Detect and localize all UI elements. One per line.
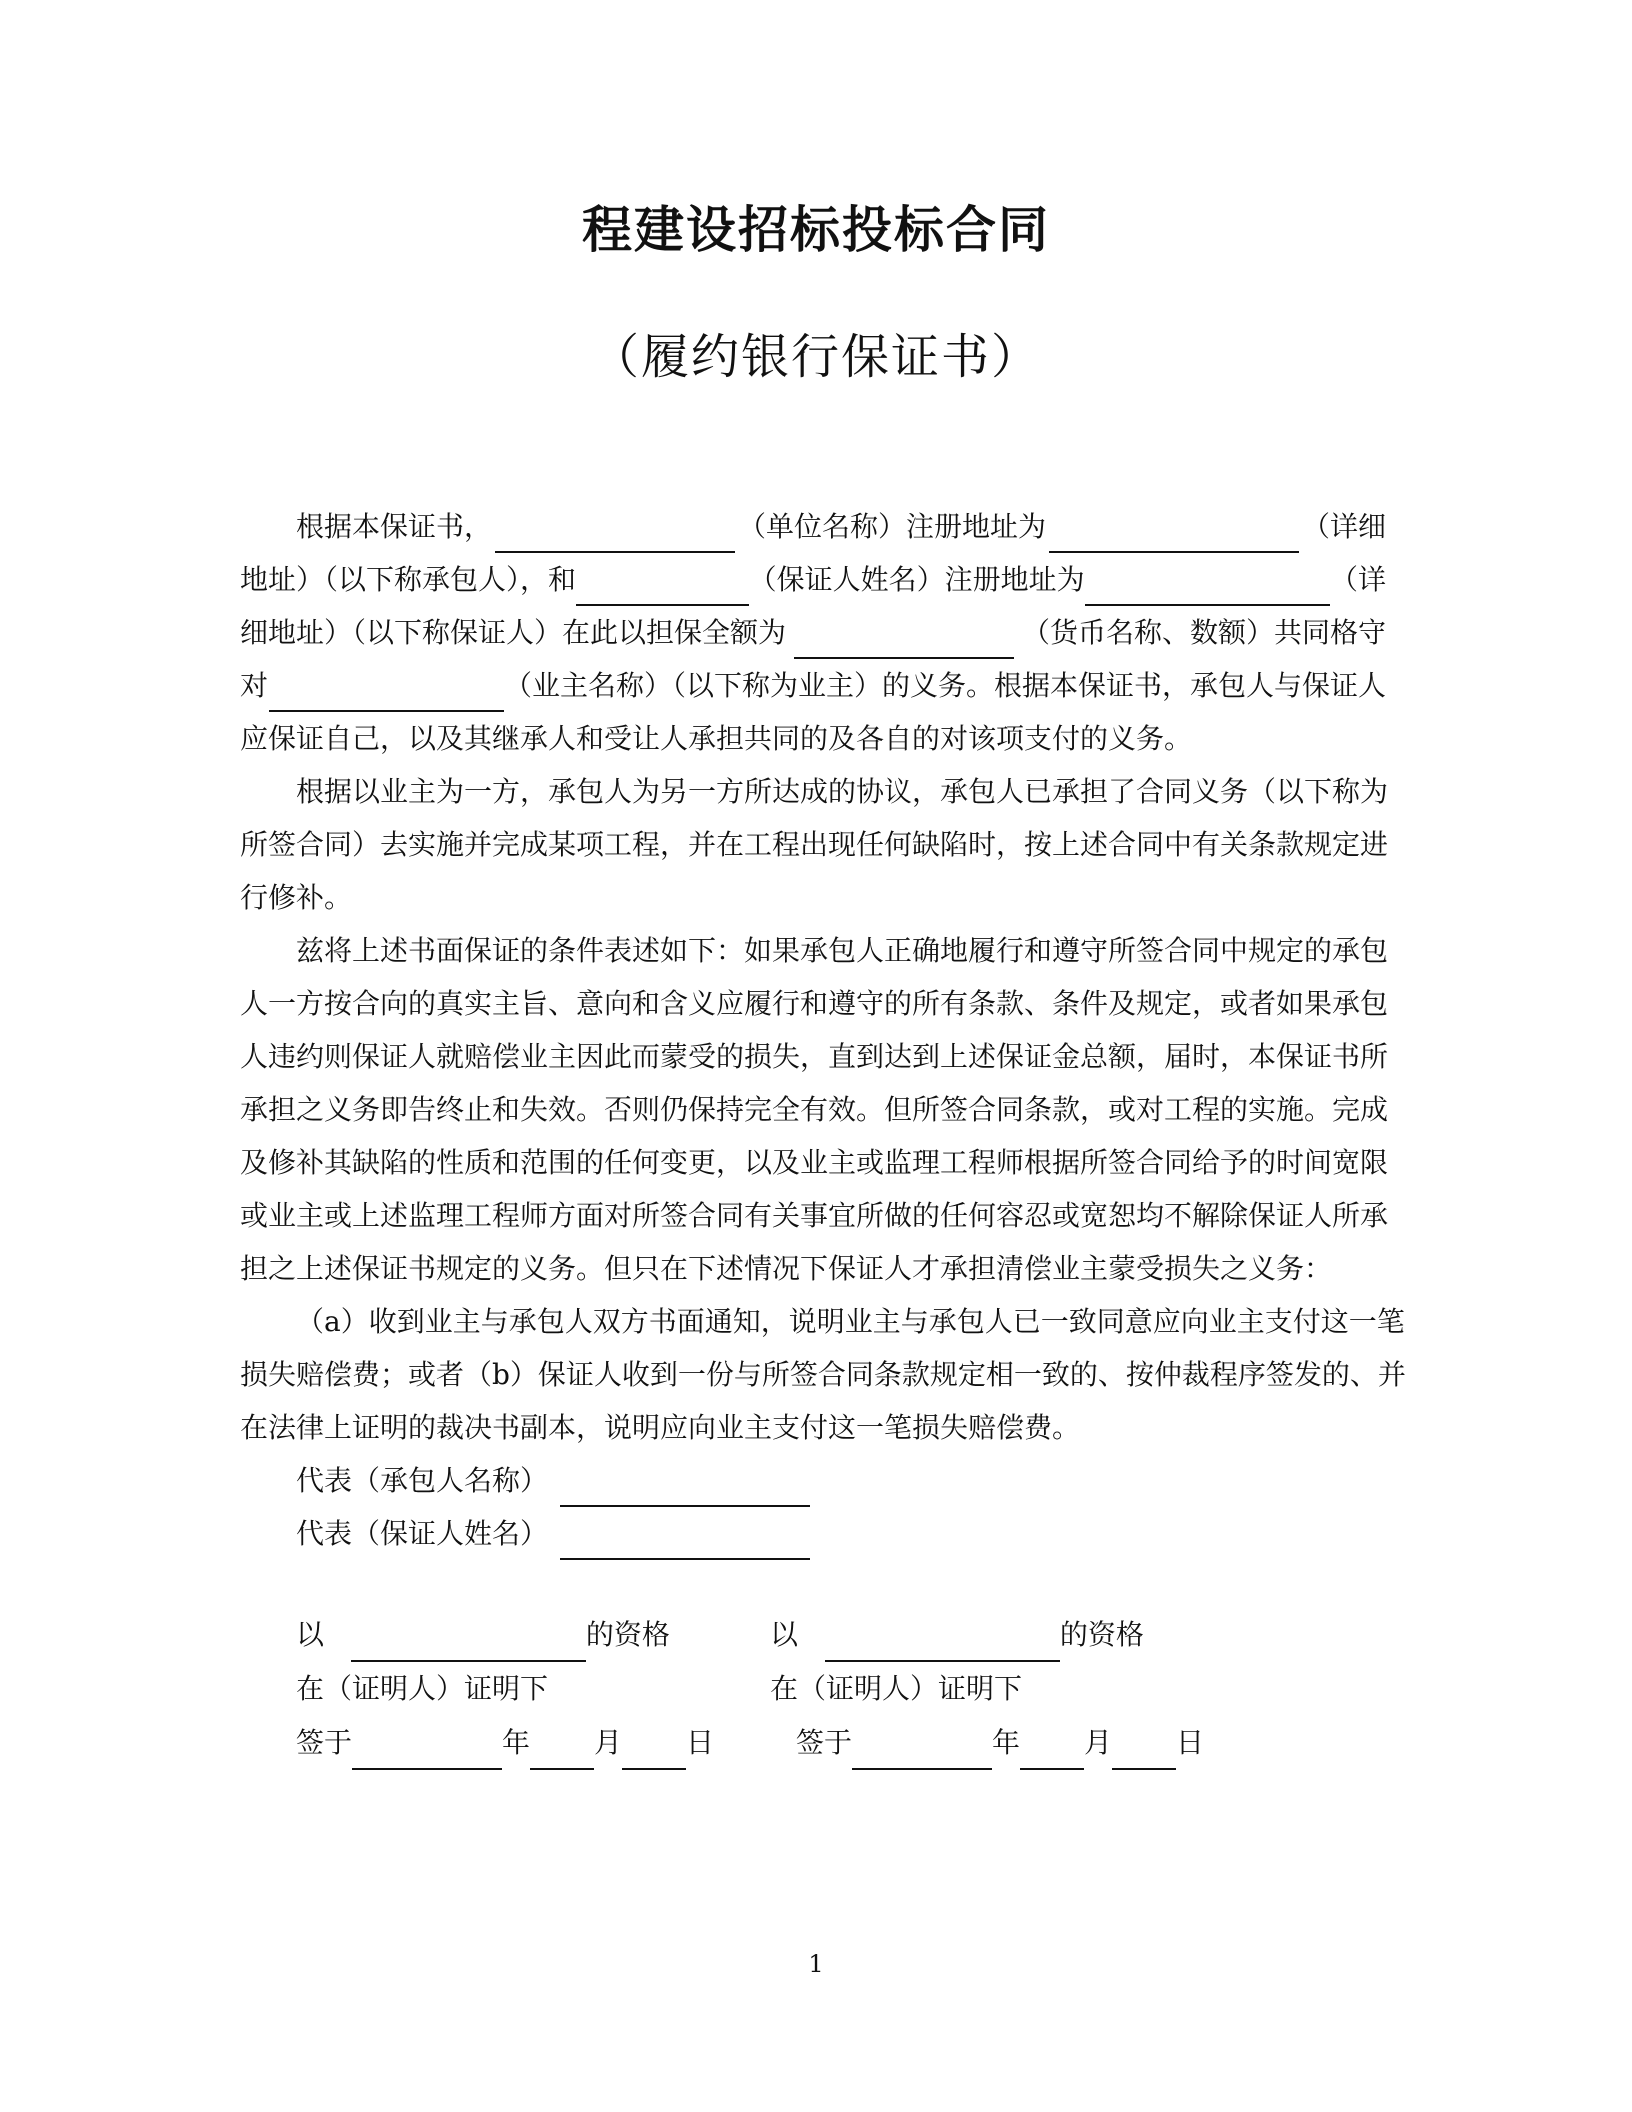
blank-capacity-right[interactable] (825, 1624, 1060, 1662)
p2-line-1: 根据以业主为一方，承包人为另一方所达成的协议，承包人已承担了合同义务（以下称为 (296, 775, 1389, 808)
blank-month-left[interactable] (530, 1732, 594, 1770)
blank-month-right[interactable] (1020, 1732, 1084, 1770)
blank-sign-place-right[interactable] (852, 1732, 992, 1770)
p1-line-2: 地址）（以下称承包人），和 （保证人姓名）注册地址为 （详 (240, 553, 1386, 606)
witness-row: 在（证明人）证明下 在（证明人）证明下 (296, 1672, 1023, 1705)
page-number: 1 (808, 1950, 824, 1978)
document-subtitle: （履约银行保证书） (590, 329, 1041, 385)
p3-line-2: 人一方按合向的真实主旨、意向和含义应履行和遵守的所有条款、条件及规定，或者如果承包 (240, 987, 1389, 1020)
p1-line-1: 根据本保证书， （单位名称）注册地址为 （详细 (240, 500, 1386, 553)
blank-guarantor-address[interactable] (1085, 564, 1330, 606)
blank-day-left[interactable] (622, 1732, 686, 1770)
p1-line-3: 细地址）（以下称保证人）在此以担保全额为 （货币名称、数额）共同格守 (240, 606, 1386, 659)
document-body (240, 500, 1406, 1560)
blank-day-right[interactable] (1112, 1732, 1176, 1770)
p2-line-2: 所签合同）去实施并完成某项工程，并在工程出现任何缺陷时，按上述合同中有关条款规定进 (240, 828, 1389, 861)
p4-line-1: （a）收到业主与承包人双方书面通知，说明业主与承包人已一致同意应向业主支付这一笔 (296, 1305, 1405, 1338)
p3-line-1: 兹将上述书面保证的条件表述如下：如果承包人正确地履行和遵守所签合同中规定的承包 (296, 934, 1389, 967)
blank-guarantor-representative[interactable] (560, 1518, 810, 1560)
p2-line-3: 行修补。 (240, 881, 353, 914)
blank-registered-address[interactable] (1049, 511, 1299, 553)
p4-line-2: 损失赔偿费；或者（b）保证人收到一份与所签合同条款规定相一致的、按仲裁程序签发的、并 (240, 1358, 1406, 1391)
blank-contractor-representative[interactable] (560, 1465, 810, 1507)
capacity-row: 以 的资格 以 的资格 (296, 1608, 1296, 1662)
p3-line-7: 担之上述保证书规定的义务。但只在下述情况下保证人才承担清偿业主蒙受损失之义务： (240, 1252, 1333, 1285)
p3-line-4: 承担之义务即告终止和失效。否则仍保持完全有效。但所签合同条款，或对工程的实施。完成 (240, 1093, 1389, 1126)
document-title: 程建设招标投标合同 (582, 201, 1050, 259)
blank-guarantee-amount[interactable] (794, 617, 1014, 659)
p3-line-5: 及修补其缺陷的性质和范围的任何变更，以及业主或监理工程师根据所签合同给予的时间宽限 (240, 1146, 1389, 1179)
p1-line-4: 对 （业主名称）（以下称为业主）的义务。根据本保证书，承包人与保证人 (240, 659, 1386, 712)
blank-unit-name[interactable] (495, 511, 735, 553)
blank-capacity-left[interactable] (351, 1624, 586, 1662)
rep-guarantor-line: 代表（保证人姓名） (240, 1507, 1386, 1560)
signature-section (296, 1608, 1296, 1770)
p4-line-3: 在法律上证明的裁决书副本，说明应向业主支付这一笔损失赔偿费。 (240, 1411, 1081, 1444)
blank-sign-place-left[interactable] (352, 1732, 502, 1770)
p3-line-6: 或业主或上述监理工程师方面对所签合同有关事宜所做的任何容忍或宽恕均不解除保证人所承 (240, 1199, 1389, 1232)
blank-owner-name[interactable] (269, 670, 504, 712)
date-row: 签于 年 月 日 签于 年 月 日 (296, 1716, 1296, 1770)
blank-guarantor-name[interactable] (576, 564, 749, 606)
p1-line-5: 应保证自己，以及其继承人和受让人承担共同的及各自的对该项支付的义务。 (240, 722, 1193, 755)
rep-contractor-line: 代表（承包人名称） (240, 1454, 1386, 1507)
p3-line-3: 人违约则保证人就赔偿业主因此而蒙受的损失，直到达到上述保证金总额，届时，本保证书所 (240, 1040, 1389, 1073)
